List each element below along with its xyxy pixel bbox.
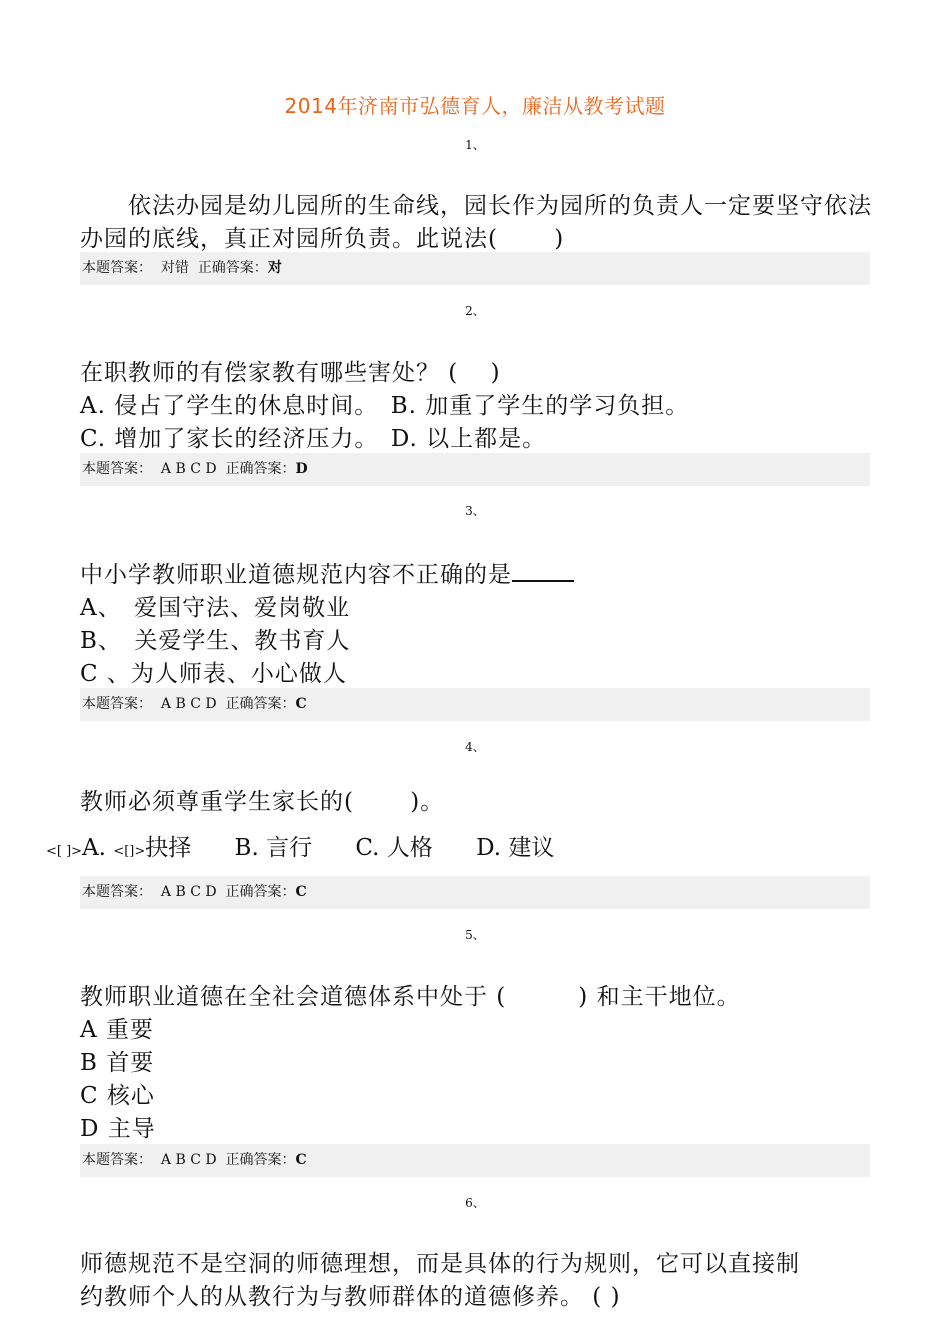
option-c: C. 人格 [355,835,433,861]
question-line: 教师职业道德在全社会道德体系中处于 ( ) 和主干地位。 [80,984,741,1010]
option-line: B、 关爱学生、教书育人 [80,628,351,654]
correct-label: 正确答案： [225,1152,296,1168]
answer-bar [80,1144,870,1177]
question-line: 依法办园是幼儿园所的生命线，园长作为园所的负责人一定要坚守依法 [128,193,872,219]
option-a-text: 抉择 [145,835,192,861]
option-line: D 主导 [80,1116,156,1142]
correct-answer: C [295,1152,307,1168]
correct-answer: C [295,884,307,900]
answer-bar [80,252,870,285]
question-number: 5、 [465,928,485,942]
question-line: 在职教师的有偿家教有哪些害处？ ( ) [80,360,501,386]
question-line: 教师必须尊重学生家长的( )。 [80,789,445,815]
question-line: 约教师个人的从教行为与教师群体的道德修养。 ( ) [80,1284,621,1310]
answer-prefix: 本题答案： [82,461,152,477]
answer-prefix: 本题答案： [82,260,152,276]
option-marker: <[ ]> [46,844,83,859]
option-d: D. 建议 [476,835,555,861]
answer-prefix: 本题答案： [82,696,152,712]
question-number: 3、 [465,504,485,518]
option-line: C 、为人师表、小心做人 [80,661,347,687]
answer-blank [512,558,574,582]
option-line: B 首要 [80,1050,155,1076]
question-number: 4、 [465,740,485,754]
correct-label: 正确答案： [225,461,296,477]
question-text [80,786,875,819]
correct-answer: D [295,461,308,477]
question-line: 办园的底线，真正对园所负责。此说法( ) [80,226,565,252]
answer-options: A B C D [160,1152,217,1168]
answer-prefix: 本题答案： [82,1152,152,1168]
answer-prefix: 本题答案： [82,884,152,900]
option-line: A、 爱国守法、爱岗敬业 [80,595,351,621]
answer-bar [80,453,870,486]
answer-options: A B C D [160,696,217,712]
option-line: C 核心 [80,1083,155,1109]
correct-label: 正确答案： [197,260,268,276]
page-title: 2014年济南市弘德育人，廉洁从教考试题 [284,94,666,118]
question-text [80,558,875,691]
option-line: A 重要 [80,1017,154,1043]
option-line: A. 侵占了学生的休息时间。 B. 加重了学生的学习负担。 [80,393,690,419]
question-line: 师德规范不是空洞的师德理想，而是具体的行为规则，它可以直接制 [80,1251,800,1277]
option-a-letter: A. [82,835,106,861]
options-row [46,832,896,868]
question-text [80,981,875,1146]
question-text [80,1248,875,1314]
question-text [80,190,875,256]
correct-answer: 对 [267,260,282,276]
option-b: B. 言行 [234,835,313,861]
correct-label: 正确答案： [225,696,296,712]
answer-bar [80,876,870,909]
question-line: 中小学教师职业道德规范内容不正确的是 [80,558,875,592]
question-text [80,357,875,456]
correct-label: 正确答案： [225,884,296,900]
option-line: C. 增加了家长的经济压力。 D. 以上都是。 [80,426,547,452]
answer-options: A B C D [160,461,217,477]
option-marker: <[]> [113,844,146,859]
answer-bar [80,688,870,721]
question-number: 6、 [465,1196,485,1210]
question-number: 2、 [465,304,485,318]
correct-answer: C [295,696,307,712]
answer-options: 对错 [160,260,189,276]
answer-options: A B C D [160,884,217,900]
question-number: 1、 [465,138,485,152]
